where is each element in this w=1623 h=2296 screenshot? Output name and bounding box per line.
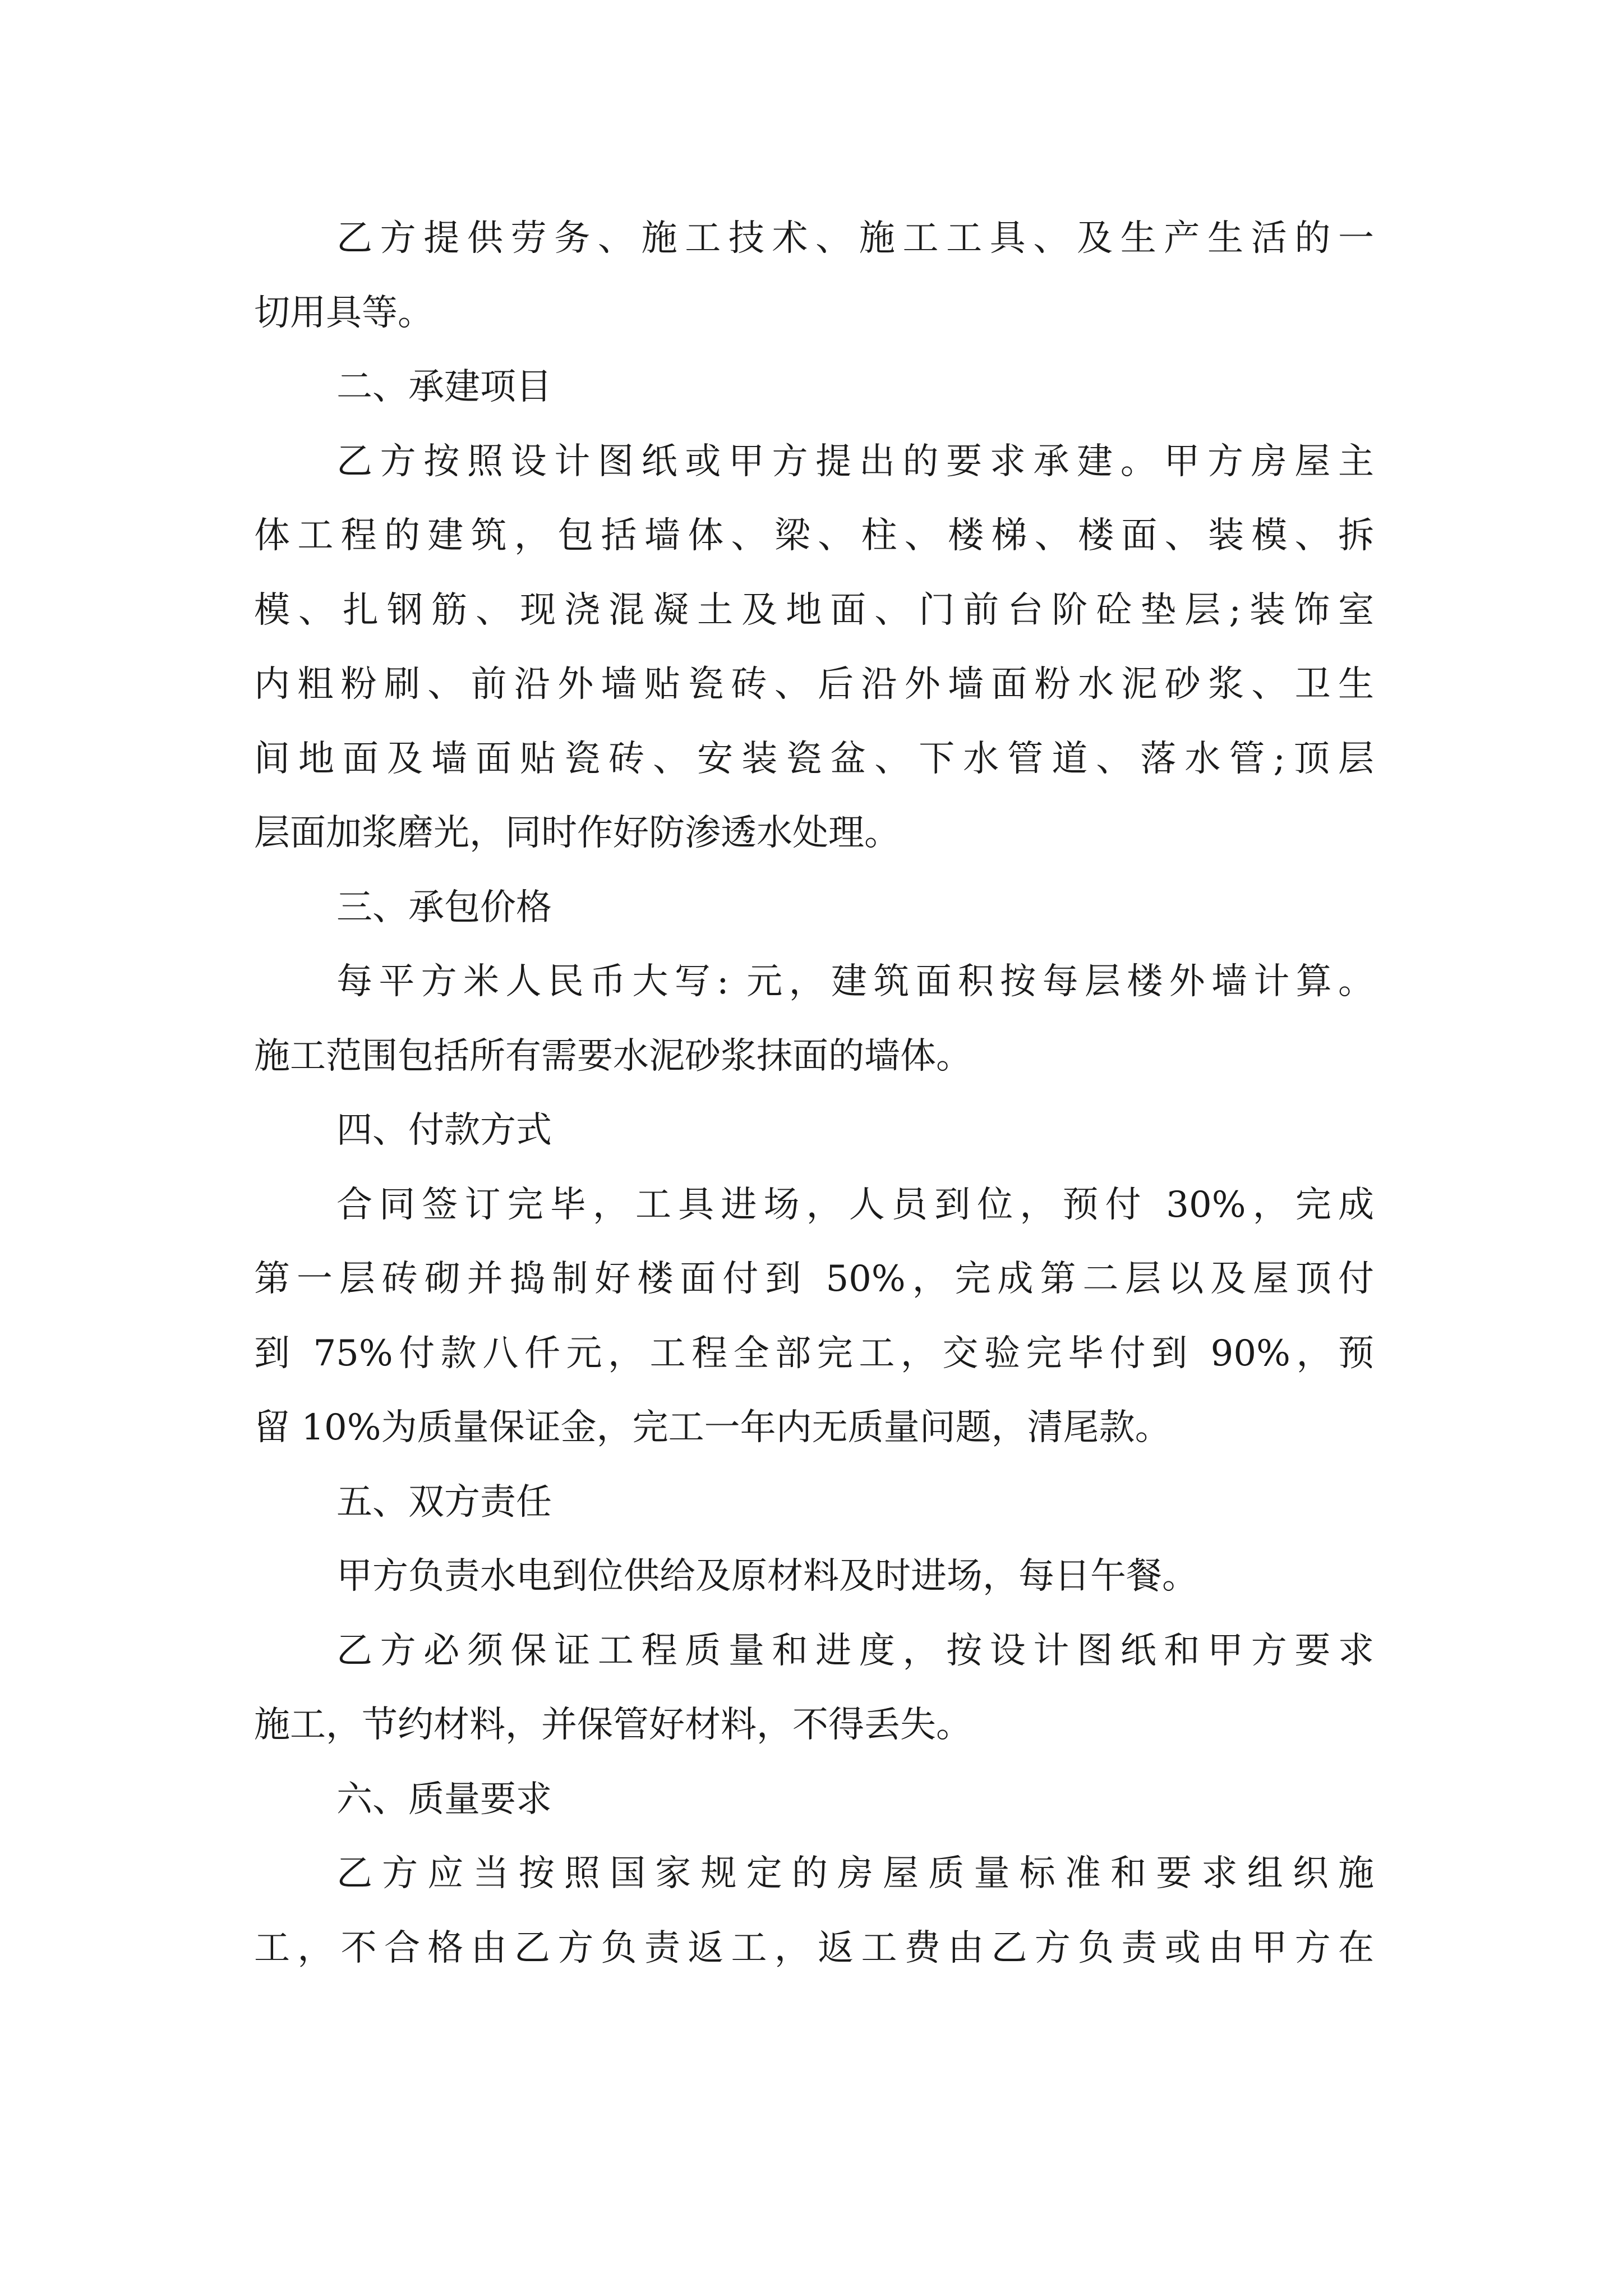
text-line: 施工，节约材料，并保管好材料，不得丢失。 xyxy=(254,1704,972,1746)
section-heading: 四、付款方式 xyxy=(336,1110,552,1151)
text-line: 留 10%为质量保证金，完工一年内无质量问题，清尾款。 xyxy=(254,1407,1171,1448)
text-line: 每平方米人民币大写: 元，建筑面积按每层楼外墙计算。 xyxy=(336,961,1374,1002)
text-line: 体工程的建筑，包括墙体、梁、柱、楼梯、楼面、装模、拆 xyxy=(254,515,1374,556)
text-line: 乙方必须保证工程质量和进度，按设计图纸和甲方要求 xyxy=(336,1630,1374,1672)
text-line: 模、扎钢筋、现浇混凝土及地面、门前台阶砼垫层;装饰室 xyxy=(254,590,1374,631)
text-line: 到 75%付款八仟元，工程全部完工，交验完毕付到 90%，预 xyxy=(254,1333,1374,1374)
text-line: 工，不合格由乙方负责返工，返工费由乙方负责或由甲方在 xyxy=(254,1927,1374,1969)
text-line: 甲方负责水电到位供给及原材料及时进场，每日午餐。 xyxy=(336,1556,1198,1597)
text-line: 乙方应当按照国家规定的房屋质量标准和要求组织施 xyxy=(336,1853,1374,1894)
text-line: 内粗粉刷、前沿外墙贴瓷砖、后沿外墙面粉水泥砂浆、卫生 xyxy=(254,664,1374,705)
text-line: 第一层砖砌并捣制好楼面付到 50%，完成第二层以及屋顶付 xyxy=(254,1258,1374,1300)
text-line: 切用具等。 xyxy=(254,292,434,334)
section-heading: 二、承建项目 xyxy=(336,366,552,408)
text-line: 合同签订完毕，工具进场，人员到位，预付 30%，完成 xyxy=(336,1184,1374,1226)
section-heading: 三、承包价格 xyxy=(336,887,552,928)
section-heading: 六、质量要求 xyxy=(336,1779,552,1820)
text-line: 乙方按照设计图纸或甲方提出的要求承建。甲方房屋主 xyxy=(336,441,1374,482)
text-line: 层面加浆磨光，同时作好防渗透水处理。 xyxy=(254,812,900,854)
text-line: 施工范围包括所有需要水泥砂浆抹面的墙体。 xyxy=(254,1036,972,1077)
section-heading: 五、双方责任 xyxy=(336,1481,552,1523)
text-line: 乙方提供劳务、施工技术、施工工具、及生产生活的一 xyxy=(336,218,1374,259)
text-line: 间地面及墙面贴瓷砖、安装瓷盆、下水管道、落水管;顶层 xyxy=(254,738,1374,780)
